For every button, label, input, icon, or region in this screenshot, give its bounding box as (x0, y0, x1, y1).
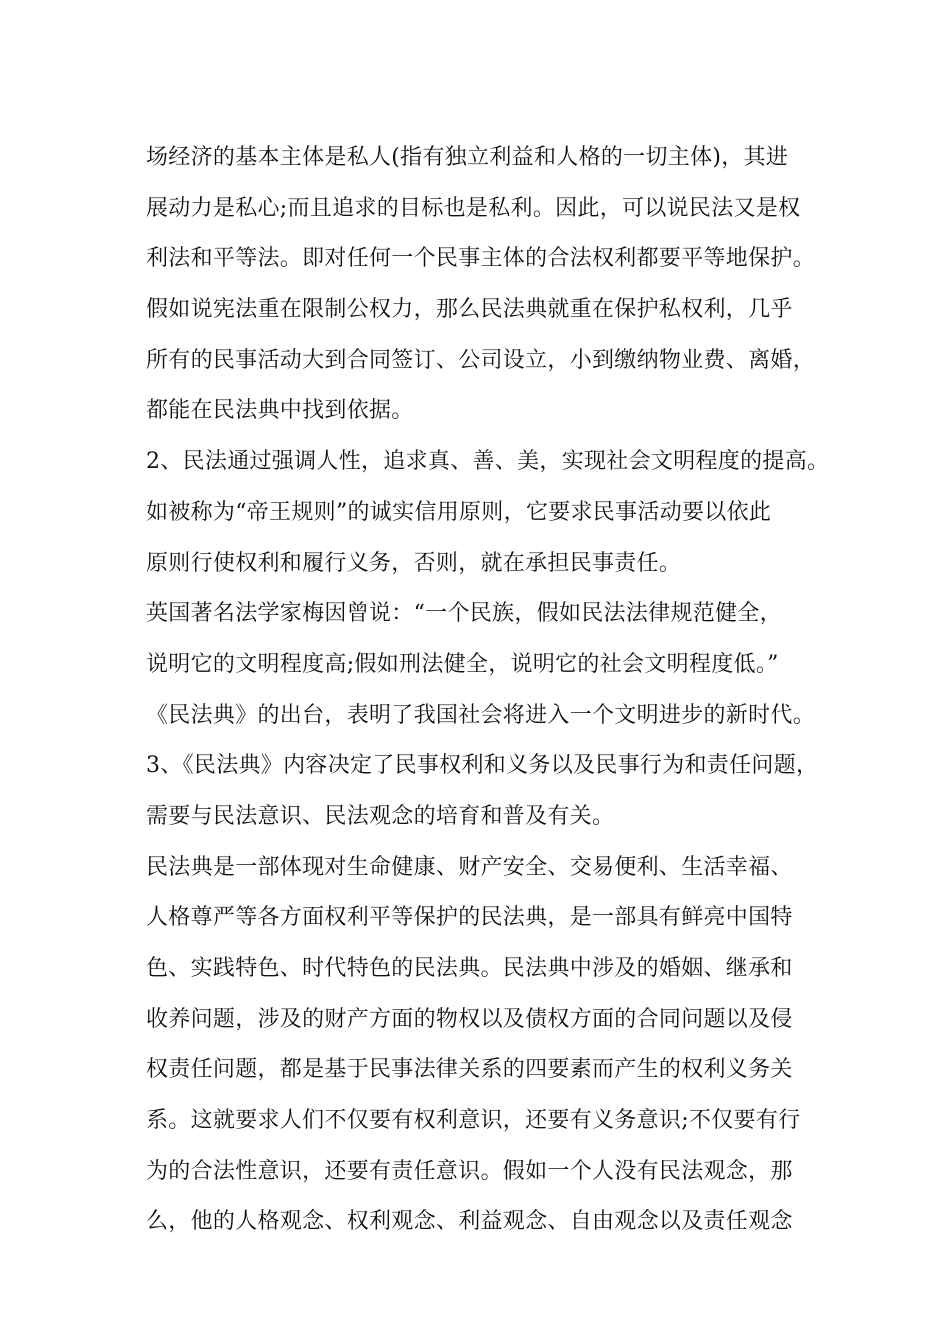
text-line: 收养问题，涉及的财产方面的物权以及债权方面的合同问题以及侵 (146, 1006, 793, 1032)
body-text (146, 133, 836, 1248)
text-line: 如被称为“帝王规则”的诚实信用原则，它要求民事活动要以依此 (146, 499, 772, 525)
text-line: 系。这就要求人们不仅要有权利意识，还要有义务意识;不仅要有行 (146, 1108, 801, 1134)
text-line: 权责任问题，都是基于民事法律关系的四要素而产生的权利义务关 (146, 1057, 793, 1083)
text-line: 民法典是一部体现对生命健康、财产安全、交易便利、生活幸福、 (146, 854, 793, 880)
text-line: 说明它的文明程度高;假如刑法健全，说明它的社会文明程度低。” (146, 651, 779, 677)
text-line: 场经济的基本主体是私人(指有独立利益和人格的一切主体)，其进 (146, 145, 789, 170)
text-line: 色、实践特色、时代特色的民法典。民法典中涉及的婚姻、继承和 (146, 956, 793, 981)
text-line: 人格尊严等各方面权利平等保护的民法典，是一部具有鲜亮中国特 (146, 905, 793, 931)
text-line: 展动力是私心;而且追求的目标也是私利。因此，可以说民法又是权 (146, 195, 801, 221)
text-line: 所有的民事活动大到合同签订、公司设立，小到缴纳物业费、离婚， (146, 347, 816, 373)
text-line: 都能在民法典中找到依据。 (146, 398, 414, 424)
text-line: 《民法典》的出台，表明了我国社会将进入一个文明进步的新时代。 (146, 702, 816, 728)
text-line: 2、民法通过强调人性，追求真、善、美，实现社会文明程度的提高。 (146, 449, 830, 475)
text-line: 假如说宪法重在限制公权力，那么民法典就重在保护私权利，几乎 (146, 297, 793, 323)
text-line: 原则行使权利和履行义务，否则，就在承担民事责任。 (146, 550, 682, 576)
text-line: 3、《民法典》内容决定了民事权利和义务以及民事行为和责任问题， (146, 753, 819, 779)
text-line: 需要与民法意识、民法观念的培育和普及有关。 (146, 803, 615, 829)
text-line: 利法和平等法。即对任何一个民事主体的合法权利都要平等地保护。 (146, 246, 816, 272)
text-line: 为的合法性意识，还要有责任意识。假如一个人没有民法观念，那 (146, 1158, 793, 1184)
text-line: 么，他的人格观念、权利观念、利益观念、自由观念以及责任观念 (146, 1209, 793, 1235)
text-line: 英国著名法学家梅因曾说：“一个民族，假如民法法律规范健全， (146, 601, 782, 627)
